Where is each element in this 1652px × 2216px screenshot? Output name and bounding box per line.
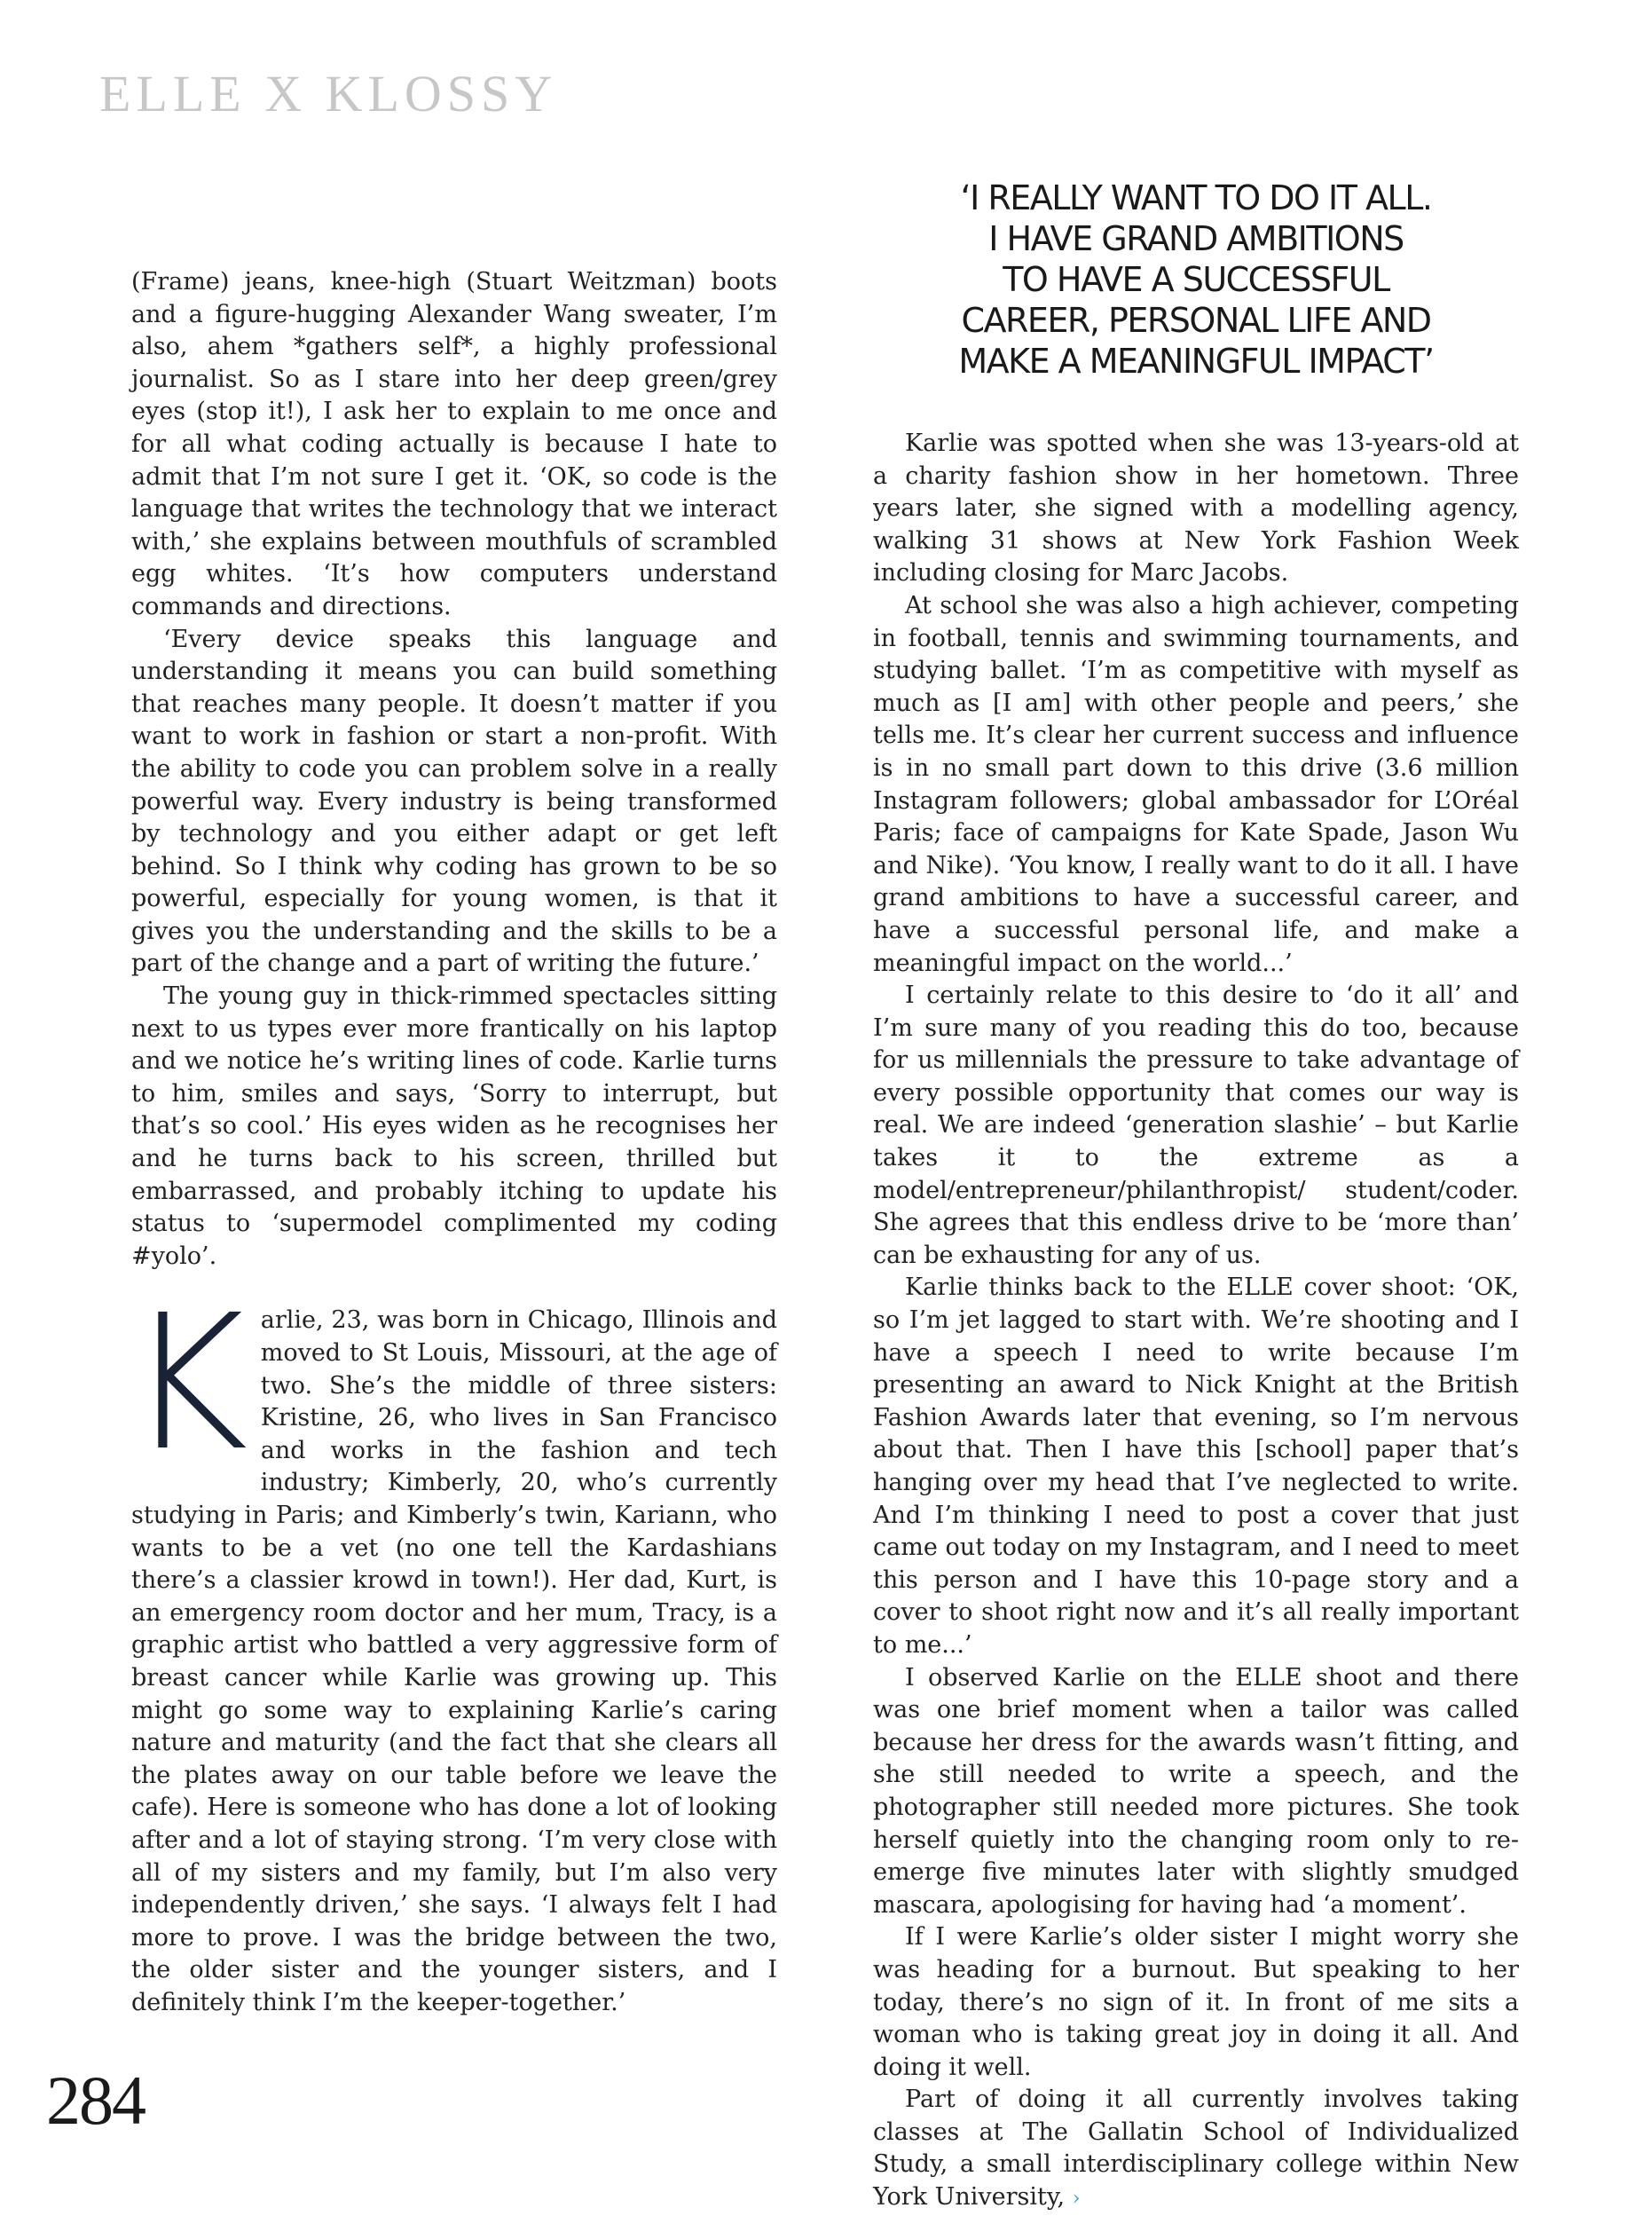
body-paragraph: If I were Karlie’s older sister I might worry she was heading for a burnout. But speaking to her today, there’s no sign of it. In front of me sits a woman who is taking great joy in doing it all. And doing it well.: [873, 1923, 1519, 2081]
section-header: ELLE X KLOSSY: [99, 65, 558, 122]
body-paragraph: ‘Every device speaks this language and understanding it means you can build something that reaches many people. It doesn’t matter if you want to work in fashion or start a non-profit. With the ability to code you can problem solve in a really powerful way. Every industry is being transformed by technology and you either adapt or get left behind. So I think why coding has grown to be so powerful, especially for young women, is that it gives you the understanding and the skills to be a part of the change and a part of writing the future.’: [131, 625, 777, 978]
pull-quote-line: TO HAVE A SUCCESSFUL: [1003, 260, 1389, 299]
page-number: 284: [46, 2062, 145, 2139]
dropcap-paragraph-text: arlie, 23, was born in Chicago, Illinois and moved to St Louis, Missouri, at the age of two. She’s the middle of three sisters: Kristine, 26, who lives in San Francisco and works in the fashion and tech industry; Kimberly, 20, who’s currently studying in Paris; and Kimberly’s twin, Kariann, who wants to be a vet (no one tell the Kardashians there’s a classier krowd in town!). Her dad, Kurt, is an emergency room doctor and her mum, Tracy, is a graphic artist who battled a very aggressive form of breast cancer while Karlie was growing up. This might go some way to explaining Karlie’s caring nature and maturity (and the fact that she clears all the plates away on our table before we leave the cafe). Here is someone who has done a lot of looking after and a lot of staying strong. ‘I’m very close with all of my sisters and my family, but I’m also very independently driven,’ she says. ‘I always felt I had more to prove. I was the bridge between the two, the older sister and the younger sisters, and I definitely think I’m the keeper-together.’: [131, 1306, 777, 2016]
body-paragraph: [873, 2084, 1519, 2215]
body-paragraph: Karlie was spotted when she was 13-years-old at a charity fashion show in her hometown. Three years later, she signed with a modelling agency, walking 31 shows at New York Fashion Week including closing for Marc Jacobs.: [873, 430, 1519, 588]
right-article-column: [873, 428, 1519, 2216]
pull-quote-line: CAREER, PERSONAL LIFE AND: [961, 301, 1431, 340]
pull-quote-line: I HAVE GRAND AMBITIONS: [988, 219, 1404, 258]
body-paragraph: (Frame) jeans, knee-high (Stuart Weitzman) boots and a figure-hugging Alexander Wang sweater, I’m also, ahem *gathers self*, a highly professional journalist. So as I stare into her deep green/grey eyes (stop it!), I ask her to explain to me once and for all what coding actually is because I hate to admit that I’m not sure I get it. ‘OK, so code is the language that writes the technology that we interact with,’ she explains between mouthfuls of scrambled egg whites. ‘It’s how computers understand commands and directions.: [131, 268, 777, 620]
body-paragraph: I certainly relate to this desire to ‘do it all’ and I’m sure many of you reading this do too, because for us millennials the pressure to take advantage of every possible opportunity that comes our way is real. We are indeed ‘generation slashie’ – but Karlie takes it to the extreme as a model/entrepreneur/philanthropist/ student/coder. She agrees that this endless drive to be ‘more than’ can be exhausting for any of us.: [873, 982, 1519, 1269]
dropcap-paragraph: [126, 1274, 777, 2019]
pull-quote-line: MAKE A MEANINGFUL IMPACT’: [958, 342, 1434, 381]
drop-cap: K: [126, 1274, 248, 1493]
body-paragraph: I observed Karlie on the ELLE shoot and there was one brief moment when a tailor was called because her dress for the awards wasn’t fitting, and she still needed to write a speech, and the photographer still needed more pictures. She took herself quietly into the changing room only to re-emerge five minutes later with slightly smudged mascara, apologising for having had ‘a moment’.: [873, 1663, 1519, 1919]
body-paragraph-text: Part of doing it all currently involves taking classes at The Gallatin School of Individualized Study, a small interdisciplinary college within New York University,: [873, 2086, 1519, 2212]
pull-quote-line: ‘I REALLY WANT TO DO IT ALL.: [960, 178, 1432, 217]
body-paragraph: The young guy in thick-rimmed spectacles sitting next to us types ever more frantically on his laptop and we notice he’s writing lines of code. Karlie turns to him, smiles and says, ‘Sorry to interrupt, but that’s so cool.’ His eyes widen as he recognises her and he turns back to his screen, thrilled but embarrassed, and probably itching to update his status to ‘supermodel complimented my coding #yolo’.: [131, 982, 777, 1270]
body-paragraph: At school she was also a high achiever, competing in football, tennis and swimming tournaments, and studying ballet. ‘I’m as competitive with myself as much as [I am] with other people and peers,’ she tells me. It’s clear her current success and influence is in no small part down to this drive (3.6 million Instagram followers; global ambassador for L’Oréal Paris; face of campaigns for Kate Spade, Jason Wu and Nike). ‘You know, I really want to do it all. I have grand ambitions to have a successful career, and have a successful personal life, and make a meaningful impact on the world...’: [873, 591, 1519, 977]
body-paragraph: Karlie thinks back to the ELLE cover shoot: ‘OK, so I’m jet lagged to start with. We’re shooting and I have a speech I need to write because I’m presenting an award to Nick Knight at the British Fashion Awards later that evening, so I’m nervous about that. Then I have this [school] paper that’s hanging over my head that I’ve neglected to write. And I’m thinking I need to post a cover that just came out today on my Instagram, and I need to meet this person and I have this 10-page story and a cover to shoot right now and it’s all really important to me...’: [873, 1274, 1519, 1659]
continue-arrow-icon: ›: [1072, 2188, 1081, 2211]
left-article-column: [126, 266, 777, 2019]
pull-quote: [873, 177, 1519, 382]
